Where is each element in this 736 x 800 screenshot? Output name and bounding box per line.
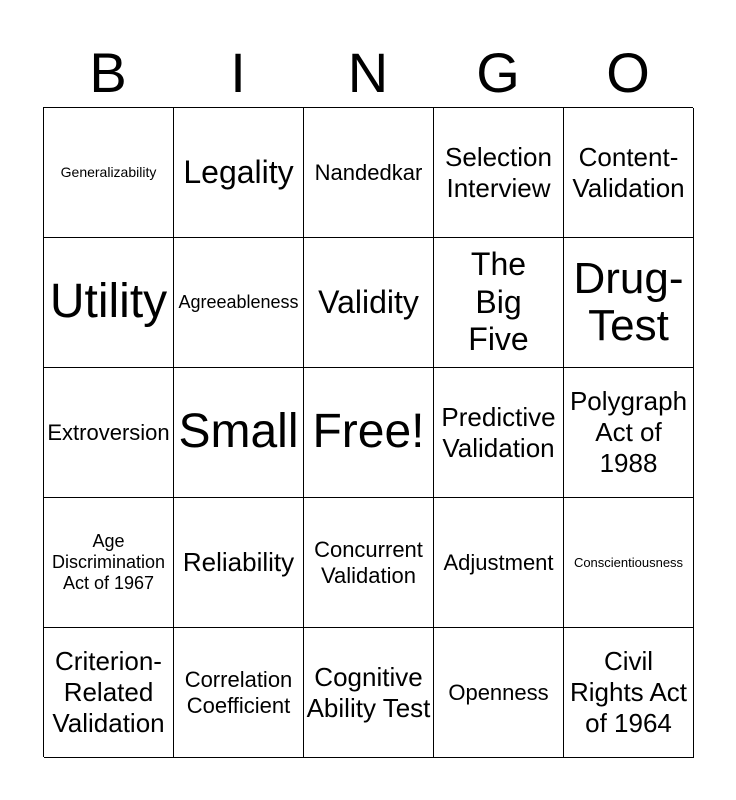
cell-text: Agreeableness [178,291,299,312]
bingo-cell[interactable] [304,498,434,628]
cell-text: Openness [448,679,549,705]
cell-text: Predictive Validation [441,401,556,463]
cell-text: Polygraph Act of 1988 [569,386,688,478]
bingo-cell[interactable] [44,628,174,758]
header-letter-o: O [606,41,650,104]
header-letter-b: B [89,41,127,104]
cell-text: Legality [183,153,294,190]
bingo-cell[interactable] [434,238,564,368]
cell-text: Correlation Coefficient [184,666,293,718]
bingo-cell[interactable] [304,108,434,238]
bingo-cell[interactable] [564,108,694,238]
cell-text: Reliability [182,547,295,578]
cell-text: Conscientiousness [573,554,684,570]
cell-text: Cognitive Ability Test [306,661,431,723]
cell-text: Small [178,405,299,459]
free-space-cell[interactable] [304,368,434,498]
bingo-header [43,40,693,106]
bingo-cell[interactable] [44,238,174,368]
bingo-cell[interactable] [174,108,304,238]
bingo-cell[interactable] [434,498,564,628]
cell-text: The Big Five [468,245,529,358]
cell-text: Concurrent Validation [314,536,423,588]
header-letter-i: I [230,41,246,104]
bingo-cell[interactable] [564,368,694,498]
header-letter-n: N [347,41,389,104]
bingo-cell[interactable] [44,108,174,238]
cell-text: Civil Rights Act of 1964 [569,646,688,738]
bingo-cell[interactable] [174,238,304,368]
bingo-cell[interactable] [304,628,434,758]
cell-text: Age Discrimination Act of 1967 [51,530,166,594]
cell-text: Criterion-Related Validation [52,646,165,738]
bingo-cell[interactable] [434,368,564,498]
cell-text: Validity [318,283,419,320]
free-space-text: Free! [312,405,425,459]
bingo-cell[interactable] [174,368,304,498]
cell-text: Generalizability [60,164,157,181]
bingo-cell[interactable] [174,628,304,758]
cell-text: Extroversion [47,419,170,445]
bingo-cell[interactable] [564,498,694,628]
bingo-cell[interactable] [44,368,174,498]
bingo-cell[interactable] [174,498,304,628]
bingo-cell[interactable] [434,108,564,238]
bingo-cell[interactable] [564,238,694,368]
bingo-cell[interactable] [304,238,434,368]
cell-text: Content-Validation [572,141,685,203]
cell-text: Drug-Test [573,254,684,350]
bingo-board [43,107,693,757]
cell-text: Utility [49,275,168,329]
bingo-cell[interactable] [434,628,564,758]
bingo-cell[interactable] [44,498,174,628]
cell-text: Selection Interview [445,141,552,203]
cell-text: Adjustment [443,549,554,575]
bingo-cell[interactable] [564,628,694,758]
header-letter-g: G [476,41,520,104]
cell-text: Nandedkar [314,159,423,185]
